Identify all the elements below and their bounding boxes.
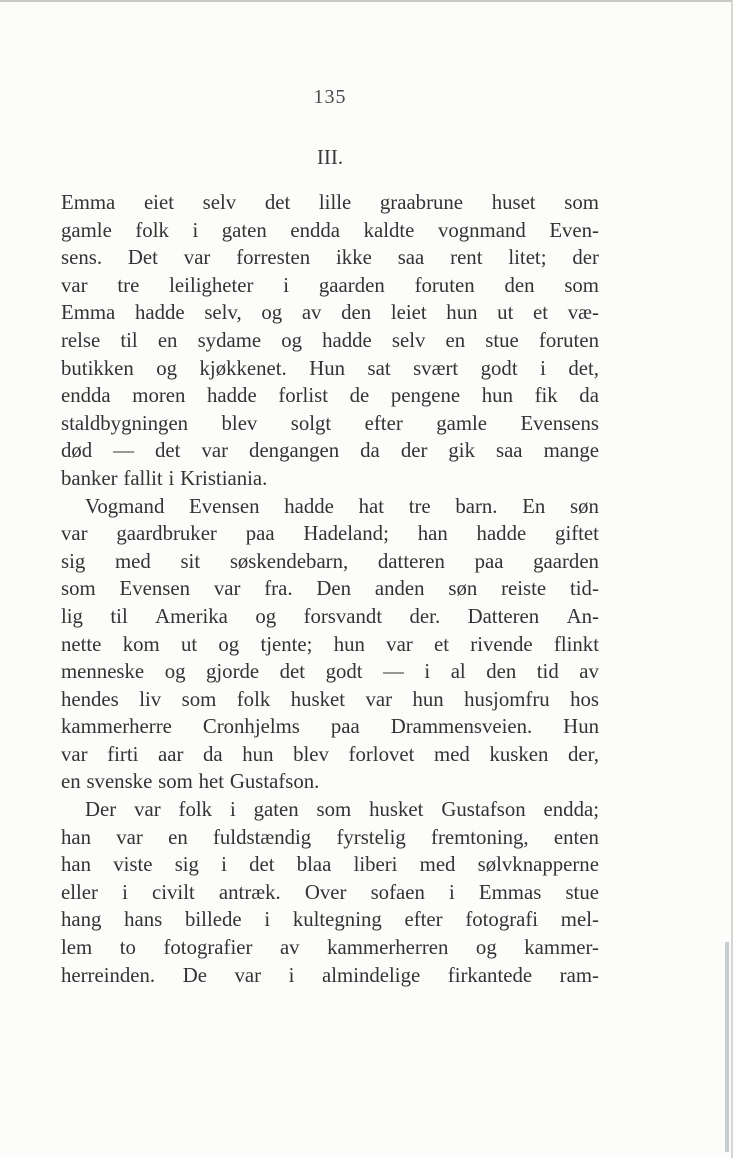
text-line: nette kom ut og tjente; hun var et rivende flinkt <box>61 632 599 656</box>
text-line: kammerherre Cronhjelms paa Drammensveien. Hun <box>61 715 599 739</box>
text-line: var tre leiligheter i gaarden foruten den som <box>61 273 599 297</box>
text-line: sens. Det var forresten ikke saa rent litet; der <box>61 246 599 270</box>
text-line: en svenske som het Gustafson. <box>61 770 320 794</box>
text-line: Emma eiet selv det lille graabrune huset som <box>61 191 599 214</box>
text-line: menneske og gjorde det godt — i al den tid av <box>61 660 599 684</box>
text-line: han var en fuldstændig fyrstelig fremtoning, enten <box>61 825 599 849</box>
chapter-heading: III. <box>316 145 344 169</box>
text-line: død — det var dengangen da der gik saa mange <box>61 439 599 463</box>
text-line: herreinden. De var i almindelige firkantede ram- <box>61 963 599 987</box>
text-line: endda moren hadde forlist de pengene hun fik da <box>61 384 599 408</box>
text-line: eller i civilt antræk. Over sofaen i Emmas stue <box>61 880 599 904</box>
text-line: Vogmand Evensen hadde hat tre barn. En søn <box>85 494 599 518</box>
text-line: var firti aar da hun blev forlovet med kusken der, <box>61 742 599 766</box>
text-line: staldbygningen blev solgt efter gamle Evensens <box>61 411 599 435</box>
text-line: var gaardbruker paa Hadeland; han hadde giftet <box>61 522 599 546</box>
text-line: gamle folk i gaten endda kaldte vognmand Even- <box>61 218 599 242</box>
text-line: Der var folk i gaten som husket Gustafson endda; <box>85 798 599 822</box>
text-line: som Evensen var fra. Den anden søn reiste tid- <box>61 577 599 601</box>
text-line: hang hans billede i kultegning efter fotografi mel- <box>61 908 599 932</box>
text-line: Emma hadde selv, og av den leiet hun ut et væ- <box>61 301 599 325</box>
text-line: han viste sig i det blaa liberi med sølvknapperne <box>61 853 599 877</box>
text-line: butikken og kjøkkenet. Hun sat svært godt i det, <box>61 356 599 380</box>
page-number: 135 <box>313 86 347 108</box>
scan-edge-mark <box>725 942 729 1152</box>
body-text <box>61 189 599 989</box>
text-line: lem to fotografier av kammerherren og kammer- <box>61 936 599 960</box>
text-line: lig til Amerika og forsvandt der. Datteren An- <box>61 604 599 628</box>
text-line: banker fallit i Kristiania. <box>61 466 268 490</box>
text-line: relse til en sydame og hadde selv en stue foruten <box>61 328 599 352</box>
text-line: sig med sit søskendebarn, datteren paa gaarden <box>61 549 599 573</box>
text-line: hendes liv som folk husket var hun husjomfru hos <box>61 687 599 711</box>
